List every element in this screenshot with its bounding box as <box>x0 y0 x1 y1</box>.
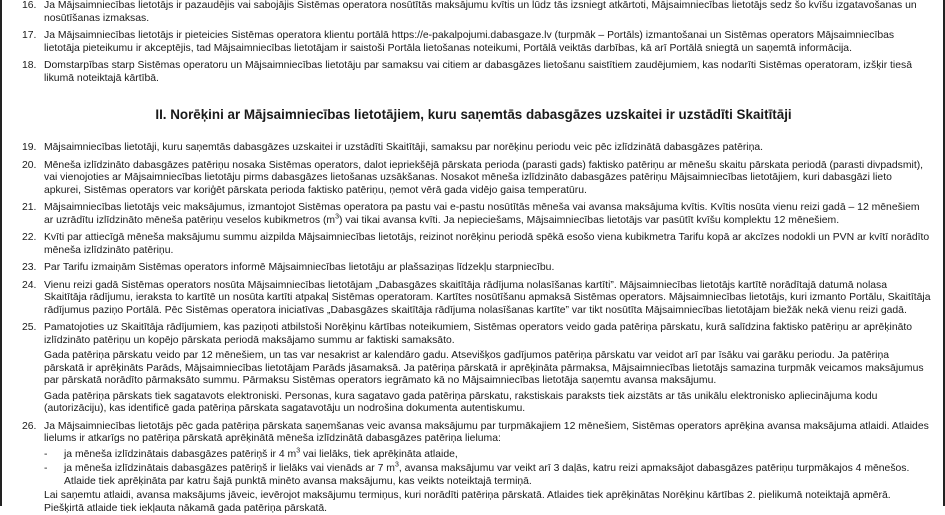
clause-25 <box>22 322 931 416</box>
clause-number: 25. <box>22 322 44 416</box>
clause-text: Ja Mājsaimniecības lietotājs ir pazaudējis vai sabojājis Sistēmas operatora nosūtītās maksājumu kvītis un lūdz tās izsniegt atkārtoti, Mājsaimniecības lietotājs sedz šo kvīšu izgatavošanas un nosūtīšanas izmaksas. <box>44 0 931 25</box>
superscript-3: 3 <box>296 447 300 454</box>
superscript-3: 3 <box>335 213 339 220</box>
clause-text: Mēneša izlīdzināto dabasgāzes patēriņu nosaka Sistēmas operators, dalot iepriekšējā pārskata perioda (parasti gads) faktisko patēriņu ar mēnešu skaitu pārskata periodā (parasti divpadsmit), vai vienojoties ar Mājsaimniecības lietotāju pirms dabasgāzes lietošanas uzsākšanas. Nosakot mēneša izlīdzināto dabasgāzes patēriņu Mājsaimniecības lietotājiem, kuri dabasgāzi lieto apkurei, Sistēmas operators var koriģēt pārskata perioda faktisko patēriņu, ņemot vērā gada vidējo gaisa temperatūru. <box>44 160 931 198</box>
clause-text: Domstarpības starp Sistēmas operatoru un Mājsaimniecības lietotāju par samaksu vai citiem ar dabasgāzes lietošanu saistītiem zaudējumiem, kas nodarīti Sistēmas operatoram, izšķir tiesā likumā noteiktajā kārtībā. <box>44 60 931 85</box>
clause-18 <box>22 60 931 85</box>
dash-item-part: ja mēneša izlīdzinātais dabasgāzes patēriņš ir lielāks vai vienāds ar 7 m <box>64 463 395 474</box>
clause-number: 26. <box>22 421 44 515</box>
clause-text <box>44 202 931 227</box>
dash-list-item <box>44 449 931 462</box>
dash-item-text <box>64 463 931 488</box>
clause-paragraph: Gada patēriņa pārskatu veido par 12 mēnešiem, un tas var nesakrist ar kalendāro gadu. Atsevišķos gadījumos patēriņa pārskatu var veidot arī par īsāku vai garāku periodu. Ja patēriņa pārskatā ir aprēķināts Parāds, Mājsaimniecības lietotājam Parāds jāsamaksā. Ja patēriņa pārskatā ir aprēķināta pārmaksa, Mājsaimniecības lietotājs samazina turpmāk veicamos maksājumus par pārskatā norādīto pārmaksāto summu. Pārmaksu Sistēmas operators iegrāmato kā no Mājsaimniecības lietotāja saņemtu avansa maksājumu. <box>44 350 931 388</box>
dash-item-text <box>64 449 931 462</box>
clause-19 <box>22 142 931 155</box>
clause-23 <box>22 262 931 275</box>
clause-number: 17. <box>22 30 44 55</box>
clause-20 <box>22 160 931 198</box>
left-border-rule <box>0 0 2 506</box>
clause-number: 21. <box>22 202 44 227</box>
dash-item-part: ja mēneša izlīdzinātais dabasgāzes patēriņš ir 4 m <box>64 449 296 460</box>
clause-16 <box>22 0 931 25</box>
clause-body <box>44 421 931 515</box>
clause-number: 24. <box>22 280 44 318</box>
clause-22 <box>22 232 931 257</box>
dash-marker: - <box>44 463 64 488</box>
clause-number: 23. <box>22 262 44 275</box>
dash-marker: - <box>44 449 64 462</box>
clause-paragraph: Lai saņemtu atlaidi, avansa maksājums jāveic, ievērojot maksājumu termiņus, kuri norādīti patēriņa pārskatā. Atlaides tiek aprēķinātas Norēķinu kārtības 2. pielikumā noteiktajā apmērā. Piešķirtā atlaide tiek iekļauta nākamā gada patēriņa pārskatā. <box>44 490 931 515</box>
superscript-3: 3 <box>395 462 399 469</box>
clause-text: Vienu reizi gadā Sistēmas operators nosūta Mājsaimniecības lietotājam „Dabasgāzes skaitītāja rādījuma nolasīšanas kartīti”. Mājsaimniecības lietotājs kartītē norādītajā datumā nolasa Skaitītāja rādījumu, ieraksta to kartītē un nosūta kartīti atpakaļ Sistēmas operatoram. Kartītes nosūtīšanu apmaksā Sistēmas operators. Mājsaimniecības lietotājs, kuri izmanto Portālu, Skaitītāja rādījumus paziņo Portālā. Pēc Sistēmas operatora iniciatīvas „Dabasgāzes skaitītāja rādījuma nolasīšanas kartīte” var tikt nosūtīta Mājsaimniecības lietotājam biežāk nekā vienu reizi gadā. <box>44 280 931 318</box>
section-heading: II. Norēķini ar Mājsaimniecības lietotājiem, kuru saņemtās dabasgāzes uzskaitei ir uzstādīti Skaitītāji <box>2 107 945 123</box>
clause-text: Par Tarifu izmaiņām Sistēmas operators informē Mājsaimniecības lietotāju ar plašsaziņas līdzekļu starpniecību. <box>44 262 931 275</box>
dash-list-item <box>44 463 931 488</box>
clause-number: 19. <box>22 142 44 155</box>
dash-item-part: , avansa maksājumu var veikt arī 3 daļās, katru reizi apmaksājot dabasgāzes patēriņu turpmākajos 4 mēnešos. Atlaide tiek aprēķināta par katru šajā punktā minēto avansa maksājumu, kas veikts noteiktajā termiņā. <box>64 463 909 487</box>
clause-paragraph: Gada patēriņa pārskats tiek sagatavots elektroniski. Personas, kura sagatavo gada patēriņa pārskatu, rakstiskais paraksts tiek aizstāts ar tās unikālu elektronisko apliecinājuma kodu (autorizāciju), kas identificē gada patēriņa pārskata sagatavotāju un nodrošina dokumenta autentiskumu. <box>44 391 931 416</box>
clause-21 <box>22 202 931 227</box>
clause-text-part: Mājsaimniecības lietotājs veic maksājumus, izmantojot Sistēmas operatora pa pastu vai e-pastu nosūtītās mēneša vai avansa maksājuma kvītis. Kvītis nosūta vienu reizi gadā – 12 mēnešiem ar uzrādītu izlīdzināto mēneša patēriņu veselos kubikmetros (m <box>44 202 920 226</box>
clause-paragraph: Ja Mājsaimniecības lietotājs pēc gada patēriņa pārskata saņemšanas veic avansa maksājumu par turpmākajiem 12 mēnešiem, Sistēmas operators aprēķina avansa maksājuma atlaidi. Atlaides lielums ir atkarīgs no patēriņa pārskatā aprēķinātā mēneša izlīdzinātā dabasgāzes patēriņa lieluma: <box>44 421 931 446</box>
clause-24 <box>22 280 931 318</box>
clause-17 <box>22 30 931 55</box>
clause-number: 16. <box>22 0 44 25</box>
clause-text-part: ) vai tikai avansa kvīti. Ja nepieciešams, Mājsaimniecības lietotājs var pasūtīt kvīšu komplektu 12 mēnešiem. <box>339 215 839 226</box>
clause-text: Kvīti par attiecīgā mēneša maksājumu summu aizpilda Mājsaimniecības lietotājs, reizinot norēķinu periodā spēkā esošo viena kubikmetra Tarifu kopā ar akcīzes nodokli un PVN ar kvītī norādīto mēneša izlīdzināto patēriņu. <box>44 232 931 257</box>
clause-text: Ja Mājsaimniecības lietotājs ir pieteicies Sistēmas operatora klientu portālā https://e-pakalpojumi.dabasgaze.lv (turpmāk – Portāls) izmantošanai un Sistēmas operators Mājsaimniecības lietotāja pieteikumu ir akceptējis, tad Mājsaimniecības lietotājam ir saistoši Portāla lietošanas noteikumi, Portālā veiktās darbības, kā arī Portālā sniegtā un saņemtā informācija. <box>44 30 931 55</box>
clause-body <box>44 322 931 416</box>
dash-item-part: vai lielāks, tiek aprēķināta atlaide, <box>300 449 458 460</box>
clause-number: 20. <box>22 160 44 198</box>
clause-26 <box>22 421 931 515</box>
clause-paragraph: Pamatojoties uz Skaitītāja rādījumiem, kas paziņoti atbilstoši Norēķinu kārtības noteikumiem, Sistēmas operators veido gada patēriņa pārskatu, kurā salīdzina faktisko patēriņu ar aprēķināto izlīdzināto patēriņu un kopējo pārskata periodā maksājamo summu ar faktiski samaksāto. <box>44 322 931 347</box>
clause-number: 22. <box>22 232 44 257</box>
clause-text: Mājsaimniecības lietotāji, kuru saņemtās dabasgāzes uzskaitei ir uzstādīti Skaitītāji, samaksu par norēķinu periodu veic pēc izlīdzinātā dabasgāzes patēriņa. <box>44 142 931 155</box>
clause-number: 18. <box>22 60 44 85</box>
